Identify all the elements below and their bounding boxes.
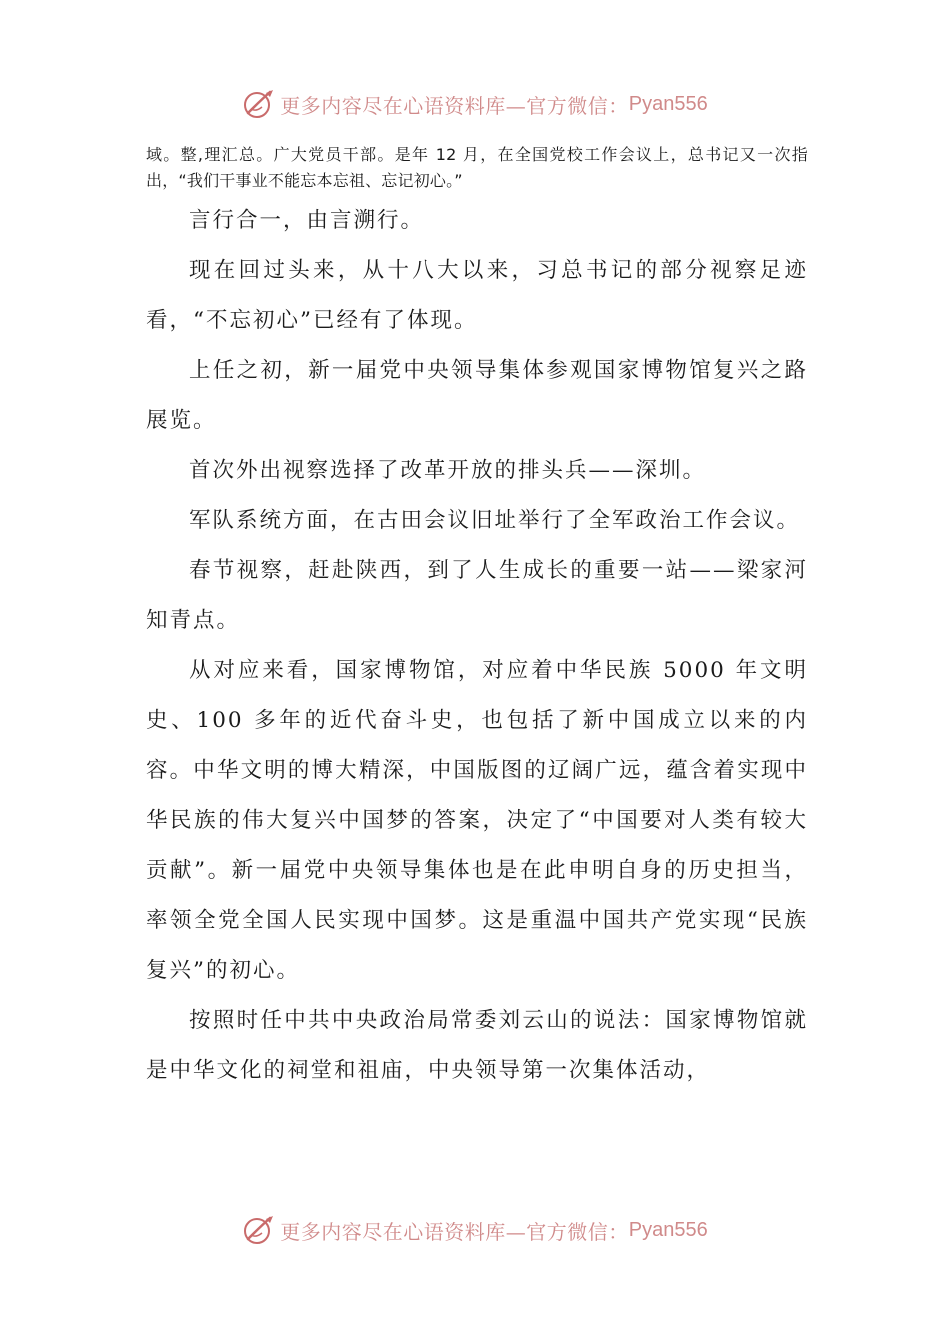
banner-text: 更多内容尽在心语资料库—官方微信： [280, 93, 629, 118]
pen-nib-logo-icon [242, 87, 276, 121]
paragraph-4: 首次外出视察选择了改革开放的排头兵——深圳。 [189, 458, 707, 483]
banner-wechat-id: Pyan556 [628, 1218, 708, 1241]
intro-paragraph: 域。整,理汇总。广大党员干部。是年 12 月，在全国党校工作会议上，总书记又一次指出，“我们干事业不能忘本忘祖、忘记初心。” [146, 145, 808, 190]
paragraph-8: 按照时任中共中央政治局常委刘云山的说法：国家博物馆就是中华文化的祠堂和祖庙，中央领导第一次集体活动， [146, 1008, 808, 1083]
header-banner [0, 84, 950, 124]
pen-nib-logo-icon [242, 1213, 276, 1247]
document-body [146, 142, 808, 1096]
paragraph-7: 从对应来看，国家博物馆，对应着中华民族 5000 年文明史、100 多年的近代奋斗史，也包括了新中国成立以来的内容。中华文明的博大精深，中国版图的辽阔广远，蕴含着实现中华民族的伟大复兴中国梦的答案，决定了“中国要对人类有较大贡献”。新一届党中央领导集体也是在此申明自身的历史担当，率领全党全国人民实现中国梦。这是重温中国共产党实现“民族复兴”的初心。 [146, 658, 808, 983]
footer-banner [0, 1210, 950, 1250]
paragraph-2: 现在回过头来，从十八大以来，习总书记的部分视察足迹看，“不忘初心”已经有了体现。 [146, 258, 808, 333]
banner-text: 更多内容尽在心语资料库—官方微信： [280, 1219, 629, 1244]
banner-wechat-id: Pyan556 [628, 92, 708, 115]
paragraph-6: 春节视察，赶赴陕西，到了人生成长的重要一站——梁家河知青点。 [146, 558, 808, 633]
paragraph-1: 言行合一，由言溯行。 [189, 208, 425, 233]
paragraph-3: 上任之初，新一届党中央领导集体参观国家博物馆复兴之路展览。 [146, 358, 808, 433]
paragraph-5: 军队系统方面，在古田会议旧址举行了全军政治工作会议。 [189, 508, 801, 533]
